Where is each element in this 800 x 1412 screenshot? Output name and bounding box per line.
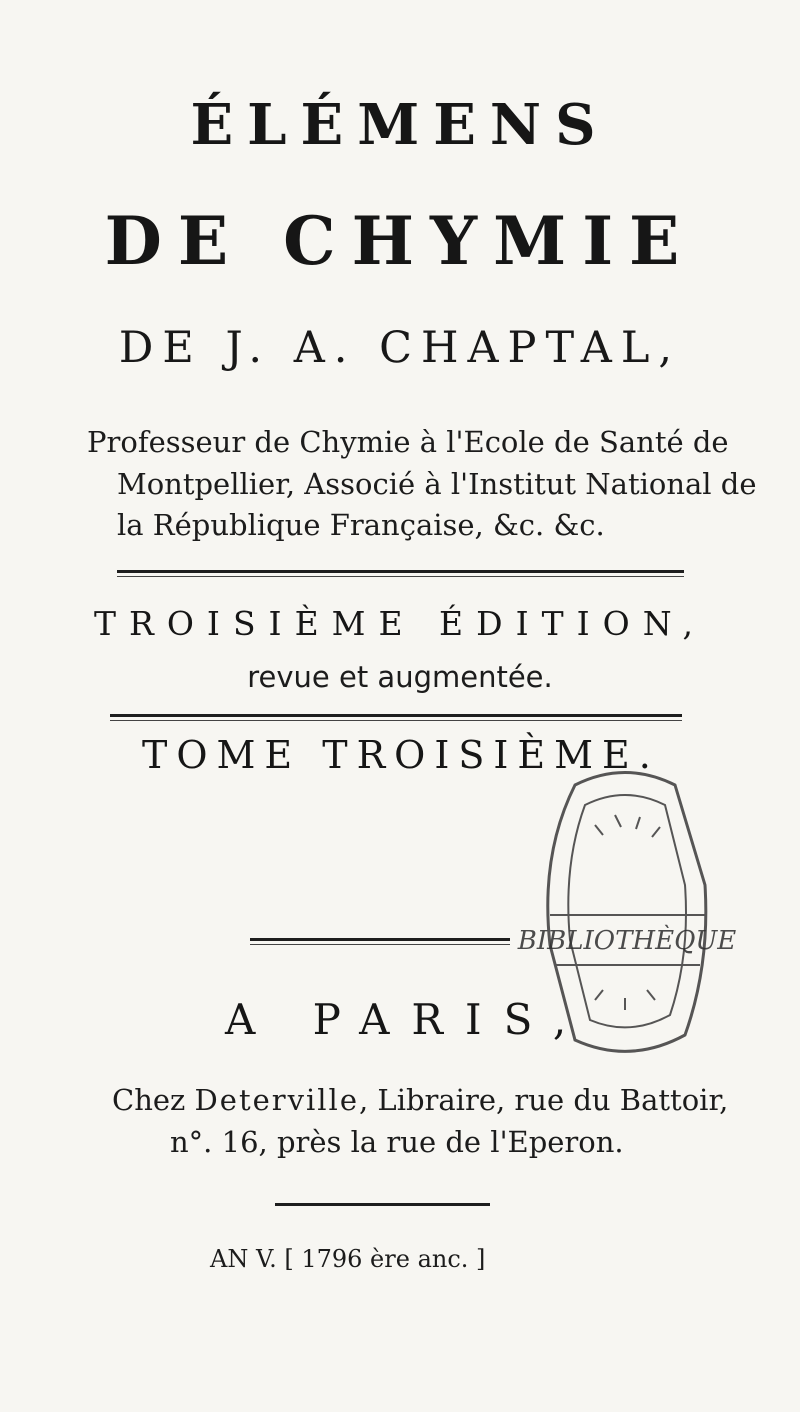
divider-rule [110,720,682,721]
description-line-1: Professeur de Chymie à l'Ecole de Santé de [87,425,729,459]
author-line: DE J. A. CHAPTAL, [118,323,682,373]
city-line: A PARIS, [225,995,589,1044]
title-line-1: ÉLÉMENS [190,92,610,158]
divider-rule [117,576,684,577]
tome-line: TOME TROISIÈME. [142,733,660,777]
title-line-2: DE CHYMIE [104,202,696,280]
description-line-2: Montpellier, Associé à l'Institut National de [117,467,757,501]
edition-note: revue et augmentée. [247,660,553,694]
publisher-prefix: Chez [112,1083,186,1117]
divider-rule [250,944,510,945]
date-line: AN V. [ 1796 ère anc. ] [210,1245,486,1273]
edition-line: TROISIÈME ÉDITION, [94,604,706,643]
divider-rule [117,570,684,573]
divider-rule [110,714,682,717]
description-line-3: la République Française, &c. &c. [117,508,605,542]
address-line: n°. 16, près la rue de l'Eperon. [170,1125,624,1159]
publisher-line [112,1083,728,1117]
stamp-text: BIBLIOTHÈQUE [517,926,737,956]
publisher-rest: , Libraire, rue du Battoir, [359,1083,729,1117]
divider-rule [250,938,510,941]
divider-rule [275,1203,490,1206]
library-stamp-icon [517,765,737,1075]
publisher-name: Deterville [194,1083,359,1117]
